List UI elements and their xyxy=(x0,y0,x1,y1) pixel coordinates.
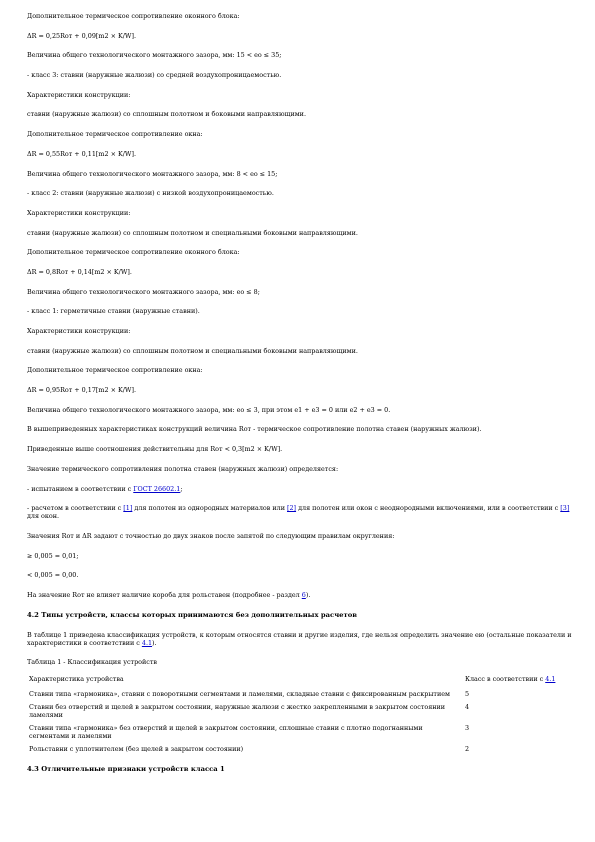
row-description: Ставни типа «гармоника», ставни с поворотными сегментами и ламелями, складные ставни с фиксированным раскрытием xyxy=(29,690,450,699)
paragraph: Характеристики конструкции: xyxy=(27,90,131,99)
column-header-class xyxy=(463,674,567,689)
measured-prefix: - испытанием в соответствии с xyxy=(27,484,134,493)
paragraph: Величина общего технологического монтажного зазора, мм: 15 < eо ≤ 35; xyxy=(27,51,282,60)
measured-item xyxy=(27,485,572,493)
section-heading-4-3: 4.3 Отличительные признаки устройств класса 1 xyxy=(27,765,225,774)
box-note xyxy=(27,591,572,599)
paragraph: В вышеприведенных характеристиках конструкций величина Rот - термическое сопротивление полотна ставен (наружных жалюзи). xyxy=(27,425,482,434)
table-row xyxy=(27,723,567,744)
box-note-prefix: На значение Rот не влияет наличие короба для рольставен (подробнее - раздел xyxy=(27,590,302,599)
class-item: - класс 3: ставни (наружные жалюзи) со средней воздухопроницаемостью. xyxy=(27,71,282,80)
row-class: 5 xyxy=(465,690,470,699)
reference-link-2[interactable]: [2] xyxy=(287,504,297,513)
section-6-link[interactable]: 6 xyxy=(301,590,306,599)
row-description: Рольставни с уплотнителем (без щелей в закрытом состоянии) xyxy=(29,745,244,754)
paragraph: Дополнительное термическое сопротивление оконного блока: xyxy=(27,248,240,257)
calculated-item xyxy=(27,504,572,520)
class-item: - класс 2: ставни (наружные жалюзи) с низкой воздухопроницаемостью. xyxy=(27,189,274,198)
formula: ΔR = 0,25Rот + 0,09[m2 × K/W]. xyxy=(27,31,136,40)
document-body xyxy=(27,12,572,785)
reference-link-1[interactable]: [1] xyxy=(123,504,133,513)
row-description: Ставни типа «гармоника» без отверстий и щелей в закрытом состоянии, сплошные ставни с плотно подогнанными сегментами и ламелями xyxy=(29,724,423,741)
section-heading-4-2: 4.2 Типы устройств, классы которых принимаются без дополнительных расчетов xyxy=(27,610,357,619)
column-header-characteristic: Характеристика устройства xyxy=(29,675,124,684)
row-class: 4 xyxy=(465,703,470,712)
calc-text-3: для полотен или окон с неоднородными включениями, или в соответствии с xyxy=(296,504,561,513)
paragraph: Дополнительное термическое сопротивление оконного блока: xyxy=(27,12,240,20)
class-header-text: Класс в соответствии с xyxy=(465,675,546,684)
reference-link-3[interactable]: [3] xyxy=(560,504,570,513)
formula: ΔR = 0,55Rот + 0,11[m2 × K/W]. xyxy=(27,149,136,158)
gost-link[interactable]: ГОСТ 26602.1 xyxy=(133,484,181,493)
row-class: 2 xyxy=(465,745,470,754)
table-header-row xyxy=(27,674,567,689)
section-intro xyxy=(27,631,572,647)
class-item: - класс 1: герметичные ставни (наружные ставни). xyxy=(27,307,200,316)
rounding-rule: < 0,005 = 0,00. xyxy=(27,571,79,580)
paragraph: ставни (наружные жалюзи) со сплошным полотном и специальными боковыми направляющими. xyxy=(27,228,358,237)
calc-text-4: для окон. xyxy=(27,504,572,521)
row-description: Ставни без отверстий и щелей в закрытом состоянии, наружные жалюзи с жестко закрепленными в закрытом состоянии ламелями xyxy=(29,703,446,720)
paragraph: Величина общего технологического монтажного зазора, мм: 8 < eо ≤ 15; xyxy=(27,169,278,178)
table-caption: Таблица 1 - Классификация устройств xyxy=(27,658,157,667)
row-class: 3 xyxy=(465,724,470,733)
intro-prefix: В таблице 1 приведена классификация устройств, к которым относятся ставни и другие изделия, где нельзя определить значение ею (остальные показатели и характеристики в соответствии с xyxy=(27,630,574,647)
classification-table xyxy=(27,674,567,757)
rounding-intro: Значения Rот и ΔR задают с точностью до двух знаков после запятой по следующим правилам округления: xyxy=(27,531,395,540)
formula: ΔR = 0,8Rот + 0,14[m2 × K/W]. xyxy=(27,267,132,276)
table-row xyxy=(27,689,567,702)
paragraph: Характеристики конструкции: xyxy=(27,327,131,335)
paragraph: Приведенные выше соотношения действительны для Rот < 0,3[m2 × K/W]. xyxy=(27,445,283,454)
section-4-1-link[interactable]: 4.1 xyxy=(141,638,153,647)
rounding-rule: ≥ 0,005 = 0,01; xyxy=(27,551,79,560)
paragraph: Значение термического сопротивления полотна ставен (наружных жалюзи) определяется: xyxy=(27,464,339,473)
measured-suffix: ; xyxy=(180,484,183,493)
paragraph: Величина общего технологического монтажного зазора, мм: eо ≤ 3, при этом e1 + e3 = 0 или e2 + e3 = 0. xyxy=(27,405,391,414)
paragraph: Характеристики конструкции: xyxy=(27,208,131,217)
calc-text-1: - расчетом в соответствии с xyxy=(27,504,124,513)
calc-text-2: для полотен из однородных материалов или xyxy=(132,504,287,513)
paragraph: Величина общего технологического монтажного зазора, мм: eо ≤ 8; xyxy=(27,287,260,296)
paragraph: Дополнительное термическое сопротивление окна: xyxy=(27,130,203,139)
intro-suffix: ). xyxy=(152,638,157,647)
paragraph: ставни (наружные жалюзи) со сплошным полотном и боковыми направляющими. xyxy=(27,110,306,119)
formula: ΔR = 0,95Rот + 0,17[m2 × K/W]. xyxy=(27,386,136,395)
table-row xyxy=(27,744,567,757)
box-note-suffix: ). xyxy=(305,590,311,599)
paragraph: Дополнительное термическое сопротивление окна: xyxy=(27,366,203,375)
paragraph: ставни (наружные жалюзи) со сплошным полотном и специальными боковыми направляющими. xyxy=(27,346,358,355)
table-row xyxy=(27,702,567,723)
class-header-link[interactable]: 4.1 xyxy=(545,675,556,684)
